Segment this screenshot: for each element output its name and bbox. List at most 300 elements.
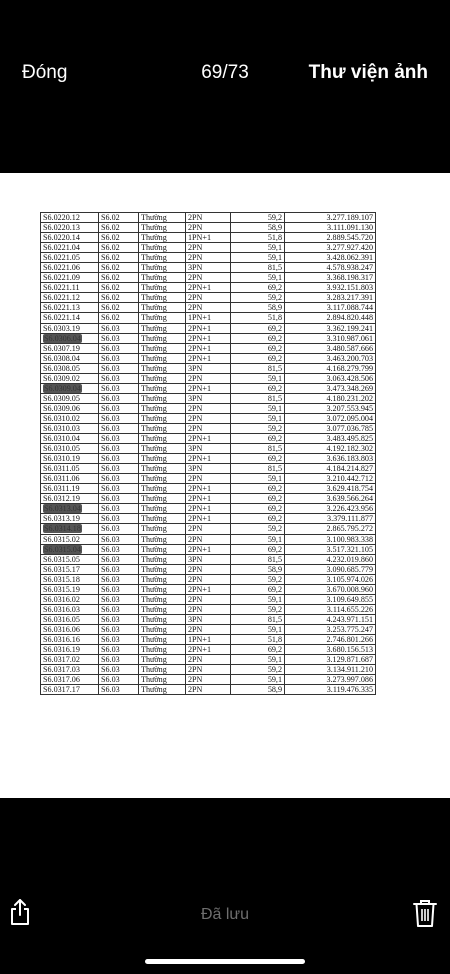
- cell-text: 81,5: [267, 363, 282, 373]
- table-cell: [41, 634, 99, 644]
- cell-text: S6.03: [101, 353, 120, 363]
- cell-text: 3PN: [188, 614, 203, 624]
- table-row: [41, 363, 376, 373]
- cell-text: S6.03: [101, 333, 120, 343]
- cell-text: 3.109.649.855: [326, 594, 373, 604]
- table-cell: [99, 464, 139, 474]
- table-cell: [41, 333, 99, 343]
- table-cell: [99, 534, 139, 544]
- cell-text: Thường: [141, 413, 167, 423]
- table-cell: [139, 283, 186, 293]
- table-cell: [186, 233, 231, 243]
- cell-text: S6.03: [101, 584, 120, 594]
- cell-text: 69,2: [267, 333, 282, 343]
- cell-text: 3.072.095.004: [326, 413, 373, 423]
- cell-text: 2PN+1: [188, 353, 212, 363]
- cell-text: 59,1: [267, 624, 282, 634]
- table-cell: [231, 233, 285, 243]
- table-cell: [99, 474, 139, 484]
- table-cell: [186, 594, 231, 604]
- table-cell: [285, 243, 376, 253]
- cell-text: S6.0309.06: [43, 403, 80, 413]
- table-cell: [41, 454, 99, 464]
- table-cell: [41, 253, 99, 263]
- table-cell: [99, 594, 139, 604]
- cell-text: 2PN: [188, 564, 203, 574]
- cell-text: Thường: [141, 675, 167, 685]
- table-cell: [186, 273, 231, 283]
- cell-text: 2PN: [188, 303, 203, 313]
- table-cell: [285, 444, 376, 454]
- table-cell: [41, 273, 99, 283]
- table-cell: [231, 494, 285, 504]
- cell-text: 2PN+1: [188, 494, 212, 504]
- cell-text: Thường: [141, 594, 167, 604]
- cell-text: 3.639.566.264: [326, 494, 373, 504]
- cell-text: S6.03: [101, 645, 120, 655]
- table-cell: [231, 604, 285, 614]
- table-cell: [139, 333, 186, 343]
- cell-text: 2.746.801.266: [326, 634, 373, 644]
- table-row: [41, 645, 376, 655]
- cell-text: S6.03: [101, 494, 120, 504]
- cell-text: 58,9: [267, 303, 282, 313]
- home-indicator: [145, 959, 305, 964]
- table-cell: [41, 524, 99, 534]
- table-row: [41, 464, 376, 474]
- table-cell: [99, 604, 139, 614]
- table-cell: [285, 323, 376, 333]
- table-cell: [99, 655, 139, 665]
- table-cell: [139, 273, 186, 283]
- table-cell: [99, 343, 139, 353]
- table-row: [41, 504, 376, 514]
- cell-text: S6.0315.17: [43, 564, 80, 574]
- table-cell: [186, 554, 231, 564]
- cell-text: S6.03: [101, 534, 120, 544]
- cell-text: Thường: [141, 614, 167, 624]
- table-cell: [139, 474, 186, 484]
- table-cell: [285, 413, 376, 423]
- table-cell: [231, 363, 285, 373]
- table-row: [41, 413, 376, 423]
- cell-text: S6.0310.05: [43, 444, 80, 454]
- table-cell: [285, 634, 376, 644]
- cell-text: 3.119.476.335: [326, 685, 373, 695]
- cell-text: Thường: [141, 624, 167, 634]
- cell-text: Thường: [141, 213, 167, 223]
- cell-text: S6.0316.16: [43, 634, 80, 644]
- cell-text: 3PN: [188, 263, 203, 273]
- table-cell: [231, 534, 285, 544]
- table-cell: [99, 645, 139, 655]
- table-cell: [41, 464, 99, 474]
- table-cell: [285, 223, 376, 233]
- cell-text: 81,5: [267, 464, 282, 474]
- table-row: [41, 564, 376, 574]
- table-cell: [41, 534, 99, 544]
- cell-text: S6.03: [101, 655, 120, 665]
- cell-text: 2PN: [188, 273, 203, 283]
- table-row: [41, 554, 376, 564]
- cell-text: 2.894.820.448: [326, 313, 373, 323]
- table-row: [41, 655, 376, 665]
- table-cell: [231, 213, 285, 223]
- cell-text: S6.03: [101, 474, 120, 484]
- table-cell: [41, 283, 99, 293]
- table-cell: [99, 685, 139, 695]
- cell-text: S6.03: [101, 373, 120, 383]
- table-cell: [186, 634, 231, 644]
- table-cell: [139, 484, 186, 494]
- table-cell: [99, 233, 139, 243]
- table-cell: [41, 594, 99, 604]
- cell-text: S6.0220.14: [43, 233, 80, 243]
- cell-text: 81,5: [267, 444, 282, 454]
- cell-text: S6.02: [101, 213, 120, 223]
- cell-text: S6.0220.12: [43, 213, 80, 223]
- cell-text: 3PN: [188, 444, 203, 454]
- cell-text: 2PN+1: [188, 544, 212, 554]
- table-cell: [41, 423, 99, 433]
- table-cell: [285, 474, 376, 484]
- table-cell: [285, 353, 376, 363]
- table-cell: [186, 263, 231, 273]
- table-cell: [99, 484, 139, 494]
- table-row: [41, 474, 376, 484]
- cell-text: Thường: [141, 604, 167, 614]
- table-cell: [139, 534, 186, 544]
- cell-text: S6.0316.05: [43, 614, 80, 624]
- photo-library-button[interactable]: Thư viện ảnh: [308, 62, 428, 83]
- cell-text: S6.03: [101, 665, 120, 675]
- table-row: [41, 293, 376, 303]
- table-body: [41, 213, 376, 695]
- cell-text: S6.0316.19: [43, 645, 80, 655]
- cell-text: 2PN: [188, 373, 203, 383]
- cell-text: 69,2: [267, 544, 282, 554]
- cell-text: 69,2: [267, 584, 282, 594]
- table-cell: [186, 514, 231, 524]
- table-cell: [231, 464, 285, 474]
- table-cell: [99, 243, 139, 253]
- table-cell: [99, 634, 139, 644]
- cell-text: 2PN+1: [188, 514, 212, 524]
- cell-text: Thường: [141, 253, 167, 263]
- table-cell: [285, 645, 376, 655]
- cell-text: S6.03: [101, 434, 120, 444]
- cell-text: 3.129.871.687: [326, 655, 373, 665]
- table-cell: [99, 273, 139, 283]
- cell-text: S6.03: [101, 484, 120, 494]
- table-cell: [41, 564, 99, 574]
- table-cell: [231, 584, 285, 594]
- table-cell: [99, 434, 139, 444]
- cell-text: 3.226.423.956: [326, 504, 373, 514]
- table-cell: [186, 474, 231, 484]
- table-row: [41, 484, 376, 494]
- table-row: [41, 323, 376, 333]
- table-cell: [285, 624, 376, 634]
- table-cell: [186, 504, 231, 514]
- cell-text: 69,2: [267, 283, 282, 293]
- table-cell: [139, 303, 186, 313]
- cell-text: Thường: [141, 424, 167, 433]
- table-cell: [99, 393, 139, 403]
- cell-text: S6.0221.09: [43, 273, 80, 283]
- cell-text: Thường: [141, 323, 167, 333]
- table-cell: [186, 645, 231, 655]
- cell-text: 3.629.418.754: [326, 484, 373, 494]
- table-cell: [99, 403, 139, 413]
- table-row: [41, 494, 376, 504]
- table-cell: [139, 323, 186, 333]
- cell-text: Thường: [141, 454, 167, 464]
- table-cell: [186, 403, 231, 413]
- cell-text: S6.0221.11: [43, 283, 80, 293]
- cell-text: S6.0311.05: [43, 464, 80, 474]
- cell-text: 3.670.008.960: [326, 584, 373, 594]
- table-cell: [139, 665, 186, 675]
- saved-status: Đã lưu: [200, 906, 250, 923]
- cell-text: 59,2: [267, 213, 282, 223]
- cell-text: S6.02: [101, 263, 120, 273]
- cell-text: Thường: [141, 393, 167, 403]
- cell-text: S6.0310.02: [43, 413, 80, 423]
- table-cell: [231, 243, 285, 253]
- table-cell: [231, 594, 285, 604]
- cell-text: 2PN: [188, 574, 203, 584]
- table-cell: [139, 423, 186, 433]
- cell-text: 2PN: [188, 665, 203, 675]
- table-cell: [99, 413, 139, 423]
- table-cell: [285, 343, 376, 353]
- table-row: [41, 514, 376, 524]
- table-cell: [41, 584, 99, 594]
- table-cell: [99, 665, 139, 675]
- table-cell: [285, 574, 376, 584]
- cell-text: 3.428.062.391: [326, 253, 373, 263]
- table-cell: [231, 574, 285, 584]
- table-cell: [99, 383, 139, 393]
- table-cell: [186, 423, 231, 433]
- cell-text: 3.207.553.945: [326, 403, 373, 413]
- cell-text: Thường: [141, 655, 167, 665]
- cell-text: 2PN: [188, 413, 203, 423]
- cell-text: 2PN+1: [188, 454, 212, 464]
- cell-text: Thường: [141, 464, 167, 474]
- cell-text: 3.063.428.506: [326, 373, 373, 383]
- table-cell: [285, 544, 376, 554]
- cell-text: S6.0303.19: [43, 323, 80, 333]
- cell-text: Thường: [141, 333, 167, 343]
- table-cell: [139, 685, 186, 695]
- table-cell: [285, 454, 376, 464]
- table-cell: [285, 434, 376, 444]
- cell-text: S6.03: [101, 504, 120, 514]
- table-cell: [99, 444, 139, 454]
- table-cell: [231, 333, 285, 343]
- cell-text: Thường: [141, 534, 167, 544]
- table-cell: [285, 604, 376, 614]
- table-cell: [99, 253, 139, 263]
- table-cell: [139, 253, 186, 263]
- table-cell: [186, 624, 231, 634]
- cell-text: S6.0315.19: [43, 584, 80, 594]
- table-cell: [41, 484, 99, 494]
- cell-text: S6.03: [101, 604, 120, 614]
- table-cell: [285, 484, 376, 494]
- cell-text: 2PN+1: [188, 484, 212, 494]
- table-row: [41, 373, 376, 383]
- cell-text: Thường: [141, 223, 167, 233]
- table-cell: [231, 634, 285, 644]
- table-cell: [99, 223, 139, 233]
- table-cell: [99, 584, 139, 594]
- table-cell: [231, 383, 285, 393]
- cell-text: 2PN+1: [188, 343, 212, 353]
- document-image: [0, 173, 450, 798]
- table-cell: [186, 494, 231, 504]
- cell-text: 4.180.231.202: [326, 393, 373, 403]
- cell-text: Thường: [141, 564, 167, 574]
- cell-text: 3.134.911.210: [326, 665, 373, 675]
- table-cell: [41, 655, 99, 665]
- cell-text: 3.210.442.712: [326, 474, 373, 484]
- cell-text: 59,1: [267, 413, 282, 423]
- table-cell: [41, 213, 99, 223]
- trash-icon[interactable]: [412, 898, 438, 928]
- close-button[interactable]: Đóng: [22, 62, 68, 83]
- table-cell: [231, 614, 285, 624]
- cell-text: 59,2: [267, 604, 282, 614]
- cell-text: 2PN+1: [188, 323, 212, 333]
- table-row: [41, 574, 376, 584]
- cell-text: Thường: [141, 363, 167, 373]
- cell-text: 3.105.974.026: [326, 574, 373, 584]
- cell-text: S6.0316.02: [43, 594, 80, 604]
- table-row: [41, 444, 376, 454]
- cell-text: 69,2: [267, 484, 282, 494]
- table-cell: [285, 685, 376, 695]
- cell-text: 3.473.348.269: [326, 383, 373, 393]
- cell-text: Thường: [141, 474, 167, 484]
- cell-text: S6.02: [101, 293, 120, 303]
- table-cell: [231, 273, 285, 283]
- cell-text: S6.0221.06: [43, 263, 80, 273]
- cell-text: 58,9: [267, 564, 282, 574]
- cell-text: S6.02: [101, 253, 120, 263]
- cell-text: Thường: [141, 293, 167, 303]
- table-cell: [139, 413, 186, 423]
- cell-text: S6.0313.19: [43, 514, 80, 524]
- table-cell: [41, 313, 99, 323]
- table-cell: [139, 373, 186, 383]
- table-row: [41, 263, 376, 273]
- table-cell: [41, 574, 99, 584]
- table-cell: [99, 675, 139, 685]
- table-cell: [285, 293, 376, 303]
- table-cell: [139, 213, 186, 223]
- cell-text: S6.0221.04: [43, 243, 80, 253]
- table-row: [41, 303, 376, 313]
- table-row: [41, 524, 376, 534]
- cell-text: S6.0315.18: [43, 574, 80, 584]
- table-cell: [231, 283, 285, 293]
- table-cell: [285, 514, 376, 524]
- table-cell: [231, 514, 285, 524]
- cell-text: S6.0315.05: [43, 554, 80, 564]
- cell-text: 69,2: [267, 514, 282, 524]
- cell-text: S6.0309.04: [44, 383, 81, 393]
- cell-text: 2PN: [188, 253, 203, 263]
- cell-text: 59,1: [267, 675, 282, 685]
- cell-text: 2PN+1: [188, 383, 212, 393]
- table-cell: [231, 544, 285, 554]
- table-cell: [41, 293, 99, 303]
- cell-text: Thường: [141, 243, 167, 253]
- cell-text: S6.03: [101, 675, 120, 685]
- table-cell: [231, 624, 285, 634]
- cell-text: 59,1: [267, 253, 282, 263]
- table-cell: [285, 423, 376, 433]
- cell-text: Thường: [141, 383, 167, 393]
- cell-text: S6.0221.14: [43, 313, 80, 323]
- table-cell: [139, 293, 186, 303]
- top-bar: [0, 0, 450, 120]
- cell-text: S6.03: [101, 594, 120, 604]
- table-row: [41, 534, 376, 544]
- table-cell: [99, 213, 139, 223]
- table-cell: [41, 403, 99, 413]
- table-cell: [139, 574, 186, 584]
- table-cell: [139, 604, 186, 614]
- table-row: [41, 243, 376, 253]
- cell-text: 2PN+1: [188, 333, 212, 343]
- table-cell: [285, 403, 376, 413]
- table-cell: [139, 645, 186, 655]
- table-cell: [41, 243, 99, 253]
- cell-text: 69,2: [267, 343, 282, 353]
- table-cell: [41, 413, 99, 423]
- cell-text: 81,5: [267, 554, 282, 564]
- table-cell: [285, 263, 376, 273]
- cell-text: 3.636.183.803: [326, 454, 373, 464]
- table-cell: [186, 524, 231, 534]
- cell-text: Thường: [141, 263, 167, 273]
- table-cell: [41, 675, 99, 685]
- cell-text: 59,2: [267, 665, 282, 675]
- table-cell: [139, 434, 186, 444]
- table-cell: [41, 474, 99, 484]
- table-cell: [285, 614, 376, 624]
- table-row: [41, 423, 376, 433]
- table-cell: [231, 474, 285, 484]
- cell-text: 2PN: [188, 474, 203, 484]
- table-cell: [231, 564, 285, 574]
- cell-text: Thường: [141, 584, 167, 594]
- cell-text: 3.368.198.317: [326, 273, 373, 283]
- table-cell: [99, 514, 139, 524]
- cell-text: 4.184.214.827: [326, 464, 373, 474]
- cell-text: 3.077.036.785: [326, 424, 373, 433]
- cell-text: 3PN: [188, 554, 203, 564]
- cell-text: Thường: [141, 504, 167, 514]
- table-cell: [41, 444, 99, 454]
- table-cell: [99, 564, 139, 574]
- table-cell: [231, 484, 285, 494]
- cell-text: 2PN+1: [188, 504, 212, 514]
